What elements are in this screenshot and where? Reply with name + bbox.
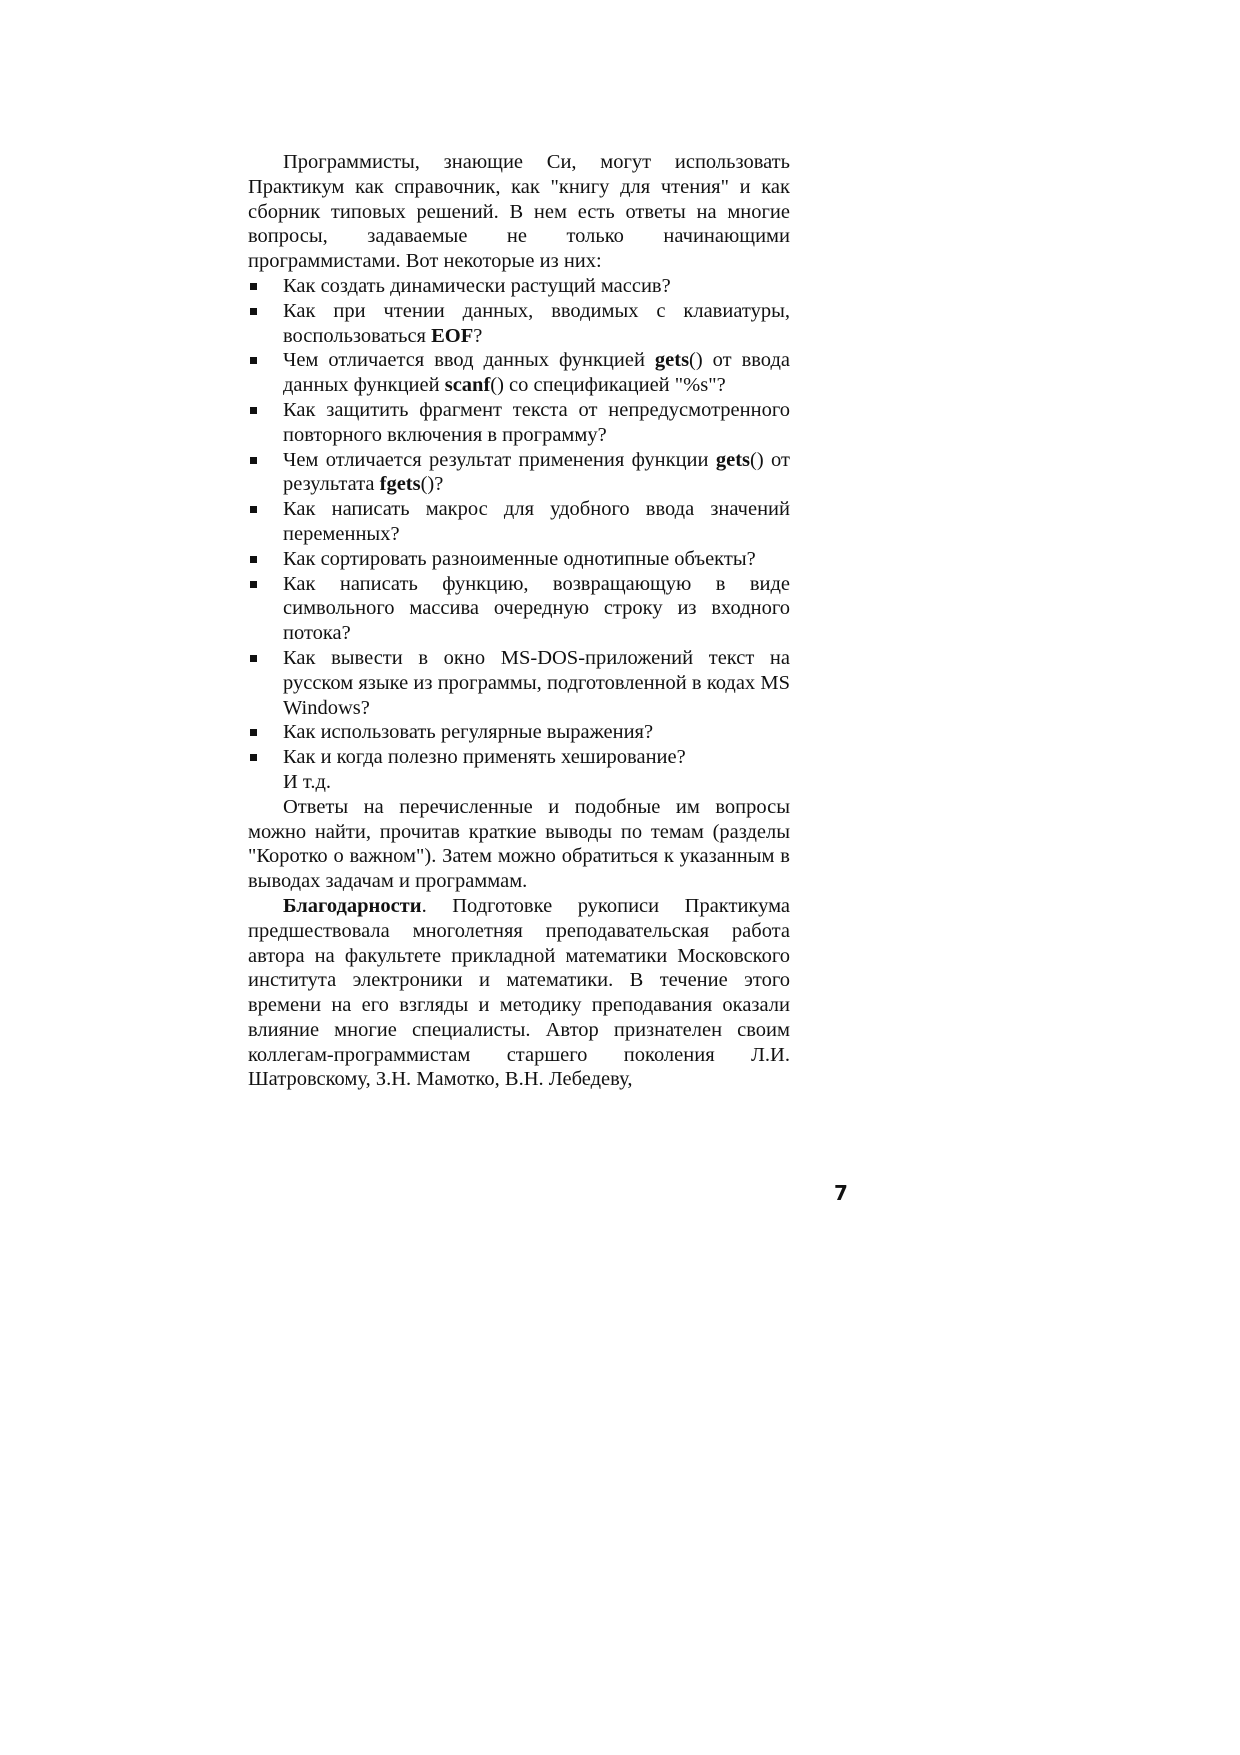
bullet-icon (250, 407, 257, 414)
keyword-gets: gets (715, 448, 751, 471)
list-item: Чем отличается результат применения функции gets() от результата fgets()? (248, 448, 790, 498)
bullet-icon (250, 506, 257, 513)
questions-list (248, 274, 790, 770)
intro-paragraph: Программисты, знающие Си, могут использовать Практикум как справочник, как "книгу для чтения" и как сборник типовых решений. В нем есть ответы на многие вопросы, задаваемые не только начинающими программистами. Вот некоторые из них: (248, 151, 790, 273)
list-item: Как создать динамически растущий массив? (248, 274, 790, 299)
bullet-icon (250, 581, 257, 588)
keyword-scanf: scanf (444, 374, 491, 397)
bullet-icon (250, 729, 257, 736)
page-body (248, 150, 790, 1092)
bullet-icon (250, 556, 257, 563)
thanks-paragraph (248, 894, 790, 1092)
etc-line: И т.д. (283, 770, 332, 793)
thanks-heading: Благодарности (283, 894, 422, 917)
list-item: Чем отличается ввод данных функцией gets() от ввода данных функцией scanf() со спецификацией "%s"? (248, 348, 790, 398)
list-item: Как и когда полезно применять хеширование? (248, 745, 790, 770)
bullet-icon (250, 754, 257, 761)
bullet-icon (250, 308, 257, 315)
list-item: Как вывести в окно MS-DOS-приложений текст на русском языке из программы, подготовленной в кодах MS Windows? (248, 646, 790, 720)
page-number: 7 (834, 1181, 848, 1205)
list-item: Как защитить фрагмент текста от непредусмотренного повторного включения в программу? (248, 398, 790, 448)
bullet-icon (250, 655, 257, 662)
thanks-text: . Подготовке рукописи Практикума предшествовала многолетняя преподавательская работа автора на факультете прикладной математики Московского института электроники и математики. В течение этого времени на его взгляды и методику преподавания оказали влияние многие специалисты. Автор признателен своим коллегам-программистам старшего поколения Л.И. Шатровскому, З.Н. Мамотко, В.Н. Лебедеву, (248, 894, 790, 1091)
answers-paragraph: Ответы на перечисленные и подобные им вопросы можно найти, прочитав краткие выводы по темам (разделы "Коротко о важном"). Затем можно обратиться к указанным в выводах задачам и программам. (248, 795, 790, 893)
keyword-gets: gets (654, 349, 690, 372)
keyword-fgets: fgets (379, 473, 421, 496)
list-item: Как использовать регулярные выражения? (248, 720, 790, 745)
bullet-icon (250, 357, 257, 364)
list-item: Как при чтении данных, вводимых с клавиатуры, воспользоваться EOF? (248, 299, 790, 349)
list-item: Как написать макрос для удобного ввода значений переменных? (248, 497, 790, 547)
bullet-icon (250, 457, 257, 464)
list-item: Как сортировать разноименные однотипные объекты? (248, 547, 790, 572)
list-item: Как написать функцию, возвращающую в виде символьного массива очередную строку из входного потока? (248, 572, 790, 646)
keyword-eof: EOF (431, 324, 474, 347)
bullet-icon (250, 283, 257, 290)
